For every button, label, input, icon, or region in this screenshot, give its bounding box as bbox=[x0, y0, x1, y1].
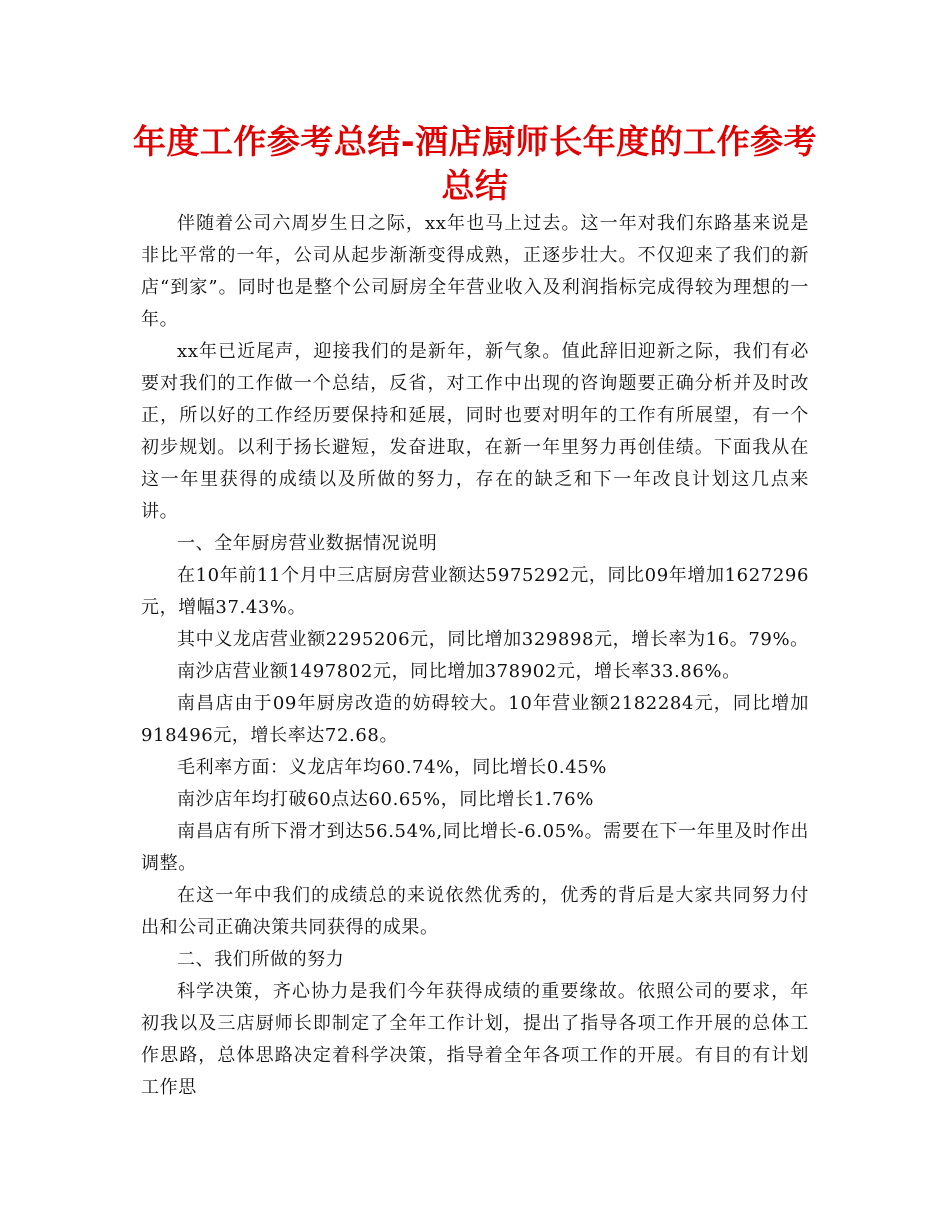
paragraph-achievement-summary: 在这一年中我们的成绩总的来说依然优秀的，优秀的背后是大家共同努力付出和公司正确决策共同获得的成果。 bbox=[141, 885, 809, 938]
paragraph-nanchang-revenue: 南昌店由于09年厨房改造的妨碍较大。10年营业额2182284元，同比增加918496元，增长率达72.68。 bbox=[141, 693, 809, 746]
paragraph-yilong-revenue: 其中义龙店营业额2295206元，同比增加329898元，增长率为16。79%。 bbox=[177, 629, 809, 650]
paragraph-total-revenue: 在10年前11个月中三店厨房营业额达5975292元，同比09年增加1627296元，增幅37.43%。 bbox=[141, 565, 809, 618]
section-heading-2: 二、我们所做的努力 bbox=[177, 949, 345, 970]
paragraph-nansha-revenue: 南沙店营业额1497802元，同比增加378902元，增长率33.86%。 bbox=[177, 661, 741, 682]
document-body bbox=[141, 208, 809, 1104]
document-title: 年度工作参考总结-酒店厨师长年度的工作参考总结 bbox=[132, 122, 818, 205]
paragraph-gross-margin-yilong: 毛利率方面：义龙店年均60.74%，同比增长0.45% bbox=[177, 757, 608, 778]
paragraph-intro: 伴随着公司六周岁生日之际，xx年也马上过去。这一年对我们东路基来说是非比平常的一年，公司从起步渐渐变得成熟，正逐步壮大。不仅迎来了我们的新店“到家”。同时也是整个公司厨房全年营业收入及利润指标完成得较为理想的一年。 bbox=[141, 213, 809, 330]
paragraph-gross-margin-nanchang: 南昌店有所下滑才到达56.54%,同比增长-6.05%。需要在下一年里及时作出调整。 bbox=[141, 821, 809, 874]
paragraph-year-end: xx年已近尾声，迎接我们的是新年，新气象。值此辞旧迎新之际，我们有必要对我们的工作做一个总结，反省，对工作中出现的咨询题要正确分析并及时改正，所以好的工作经历要保持和延展，同时也要对明年的工作有所展望，有一个初步规划。以利于扬长避短，发奋进取，在新一年里努力再创佳绩。下面我从在这一年里获得的成绩以及所做的努力，存在的缺乏和下一年改良计划这几点来讲。 bbox=[141, 341, 809, 522]
paragraph-gross-margin-nansha: 南沙店年均打破60点达60.65%，同比增长1.76% bbox=[177, 789, 594, 810]
section-heading-1: 一、全年厨房营业数据情况说明 bbox=[177, 533, 438, 554]
paragraph-efforts: 科学决策，齐心协力是我们今年获得成绩的重要缘故。依照公司的要求，年初我以及三店厨师长即制定了全年工作计划，提出了指导各项工作开展的总体工作思路，总体思路决定着科学决策，指导着全年各项工作的开展。有目的有计划工作思 bbox=[141, 981, 809, 1098]
